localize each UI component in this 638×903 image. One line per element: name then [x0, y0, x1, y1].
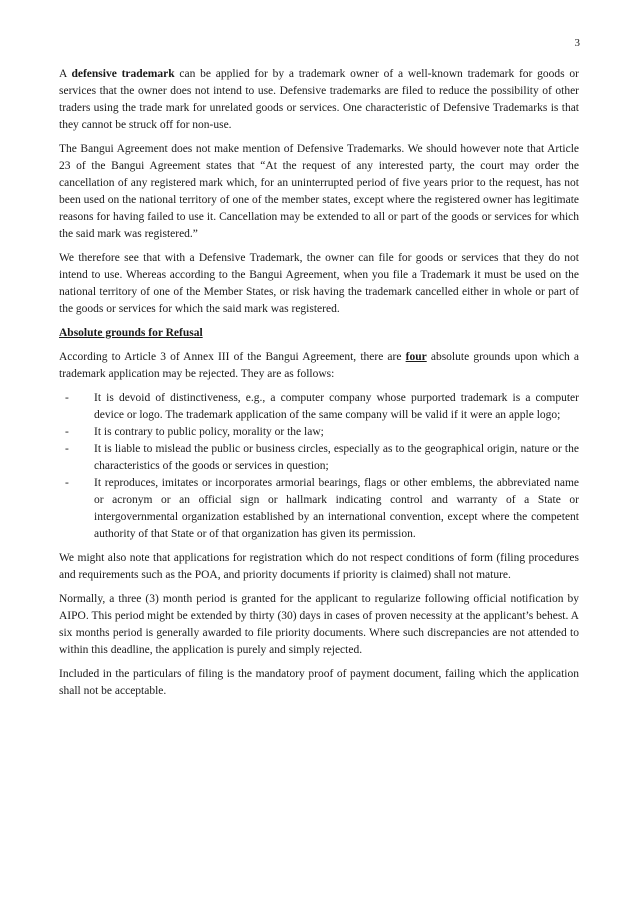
intro-text-after: absolute grounds upon which a trademark application may be rejected. They are as follows:: [59, 351, 579, 380]
list-item-text: It is devoid of distinctiveness, e.g., a computer company whose purported trademark is a computer device or logo. The trademark application of the same company will be valid if it were an apple logo;: [94, 392, 579, 421]
absolute-grounds-list: [59, 390, 579, 543]
defensive-trademark-term: defensive trademark: [71, 68, 175, 80]
list-dash: -: [65, 443, 69, 455]
page-number: 3: [574, 37, 580, 49]
list-dash: -: [65, 477, 69, 489]
paragraph-regularization-period: Normally, a three (3) month period is granted for the applicant to regularize following official notification by AIPO. This period might be extended by thirty (30) days in cases of proven necessity at the applicant’s behest. A six months period is generally awarded to file priority documents. Where such discrepancies are not attended to within this deadline, the application is purely and simply rejected.: [59, 593, 579, 656]
paragraph-bangui-article-23: The Bangui Agreement does not make mention of Defensive Trademarks. We should however note that Article 23 of the Bangui Agreement states that “At the request of any interested party, the court may order the cancellation of any registered mark which, for an uninterrupted period of five years prior to the request, has not been used on the national territory of one of the member states, except where the registered owner has legitimate reasons for having failed to use it. Cancellation may be extended to all or part of the goods or services for which the said mark was registered.”: [59, 143, 579, 240]
list-item-text: It is contrary to public policy, morality or the law;: [94, 426, 324, 438]
list-dash: -: [65, 426, 69, 438]
list-dash: -: [65, 392, 69, 404]
paragraph-defensive-vs-bangui: We therefore see that with a Defensive Trademark, the owner can file for goods or services that they do not intend to use. Whereas according to the Bangui Agreement, when you file a Trademark it must be used on the national territory of one of the Member States, or risk having the trademark cancelled either in whole or part of the goods or services for which the said mark was registered.: [59, 252, 579, 315]
list-item: [65, 390, 579, 424]
paragraph-defensive-trademark-definition: [59, 66, 579, 134]
list-item: [65, 424, 579, 441]
paragraph-text-start: A: [59, 68, 72, 80]
paragraph-text-rest: can be applied for by a trademark owner of a well-known trademark for goods or services that the owner does not intend to use. Defensive trademarks are filed to reduce the possibility of other traders using the trade mark for unrelated goods or services. One characteristic of Defensive Trademarks is that they cannot be struck off for non-use.: [59, 68, 579, 131]
list-item: [65, 441, 579, 475]
section-heading-absolute-grounds: Absolute grounds for Refusal: [59, 327, 203, 339]
document-body: [59, 66, 579, 707]
paragraph-form-conditions: We might also note that applications for registration which do not respect conditions of form (filing procedures and requirements such as the POA, and priority documents if priority is claimed) shall not mature.: [59, 552, 579, 581]
intro-text-before: According to Article 3 of Annex III of the Bangui Agreement, there are: [59, 351, 406, 363]
list-item: [65, 475, 579, 543]
list-item-text: It reproduces, imitates or incorporates armorial bearings, flags or other emblems, the abbreviated name or acronym or an official sign or hallmark indicating control and warranty of a State or intergovernmental organization established by an international convention, except where the competent authority of that State or of that organization has given its permission.: [94, 477, 579, 540]
paragraph-absolute-grounds-intro: [59, 349, 579, 383]
paragraph-proof-of-payment: Included in the particulars of filing is the mandatory proof of payment document, failing which the application shall not be acceptable.: [59, 668, 579, 697]
four-emphasis: four: [405, 351, 427, 363]
list-item-text: It is liable to mislead the public or business circles, especially as to the geographical origin, nature or the characteristics of the goods or services in question;: [94, 443, 579, 472]
